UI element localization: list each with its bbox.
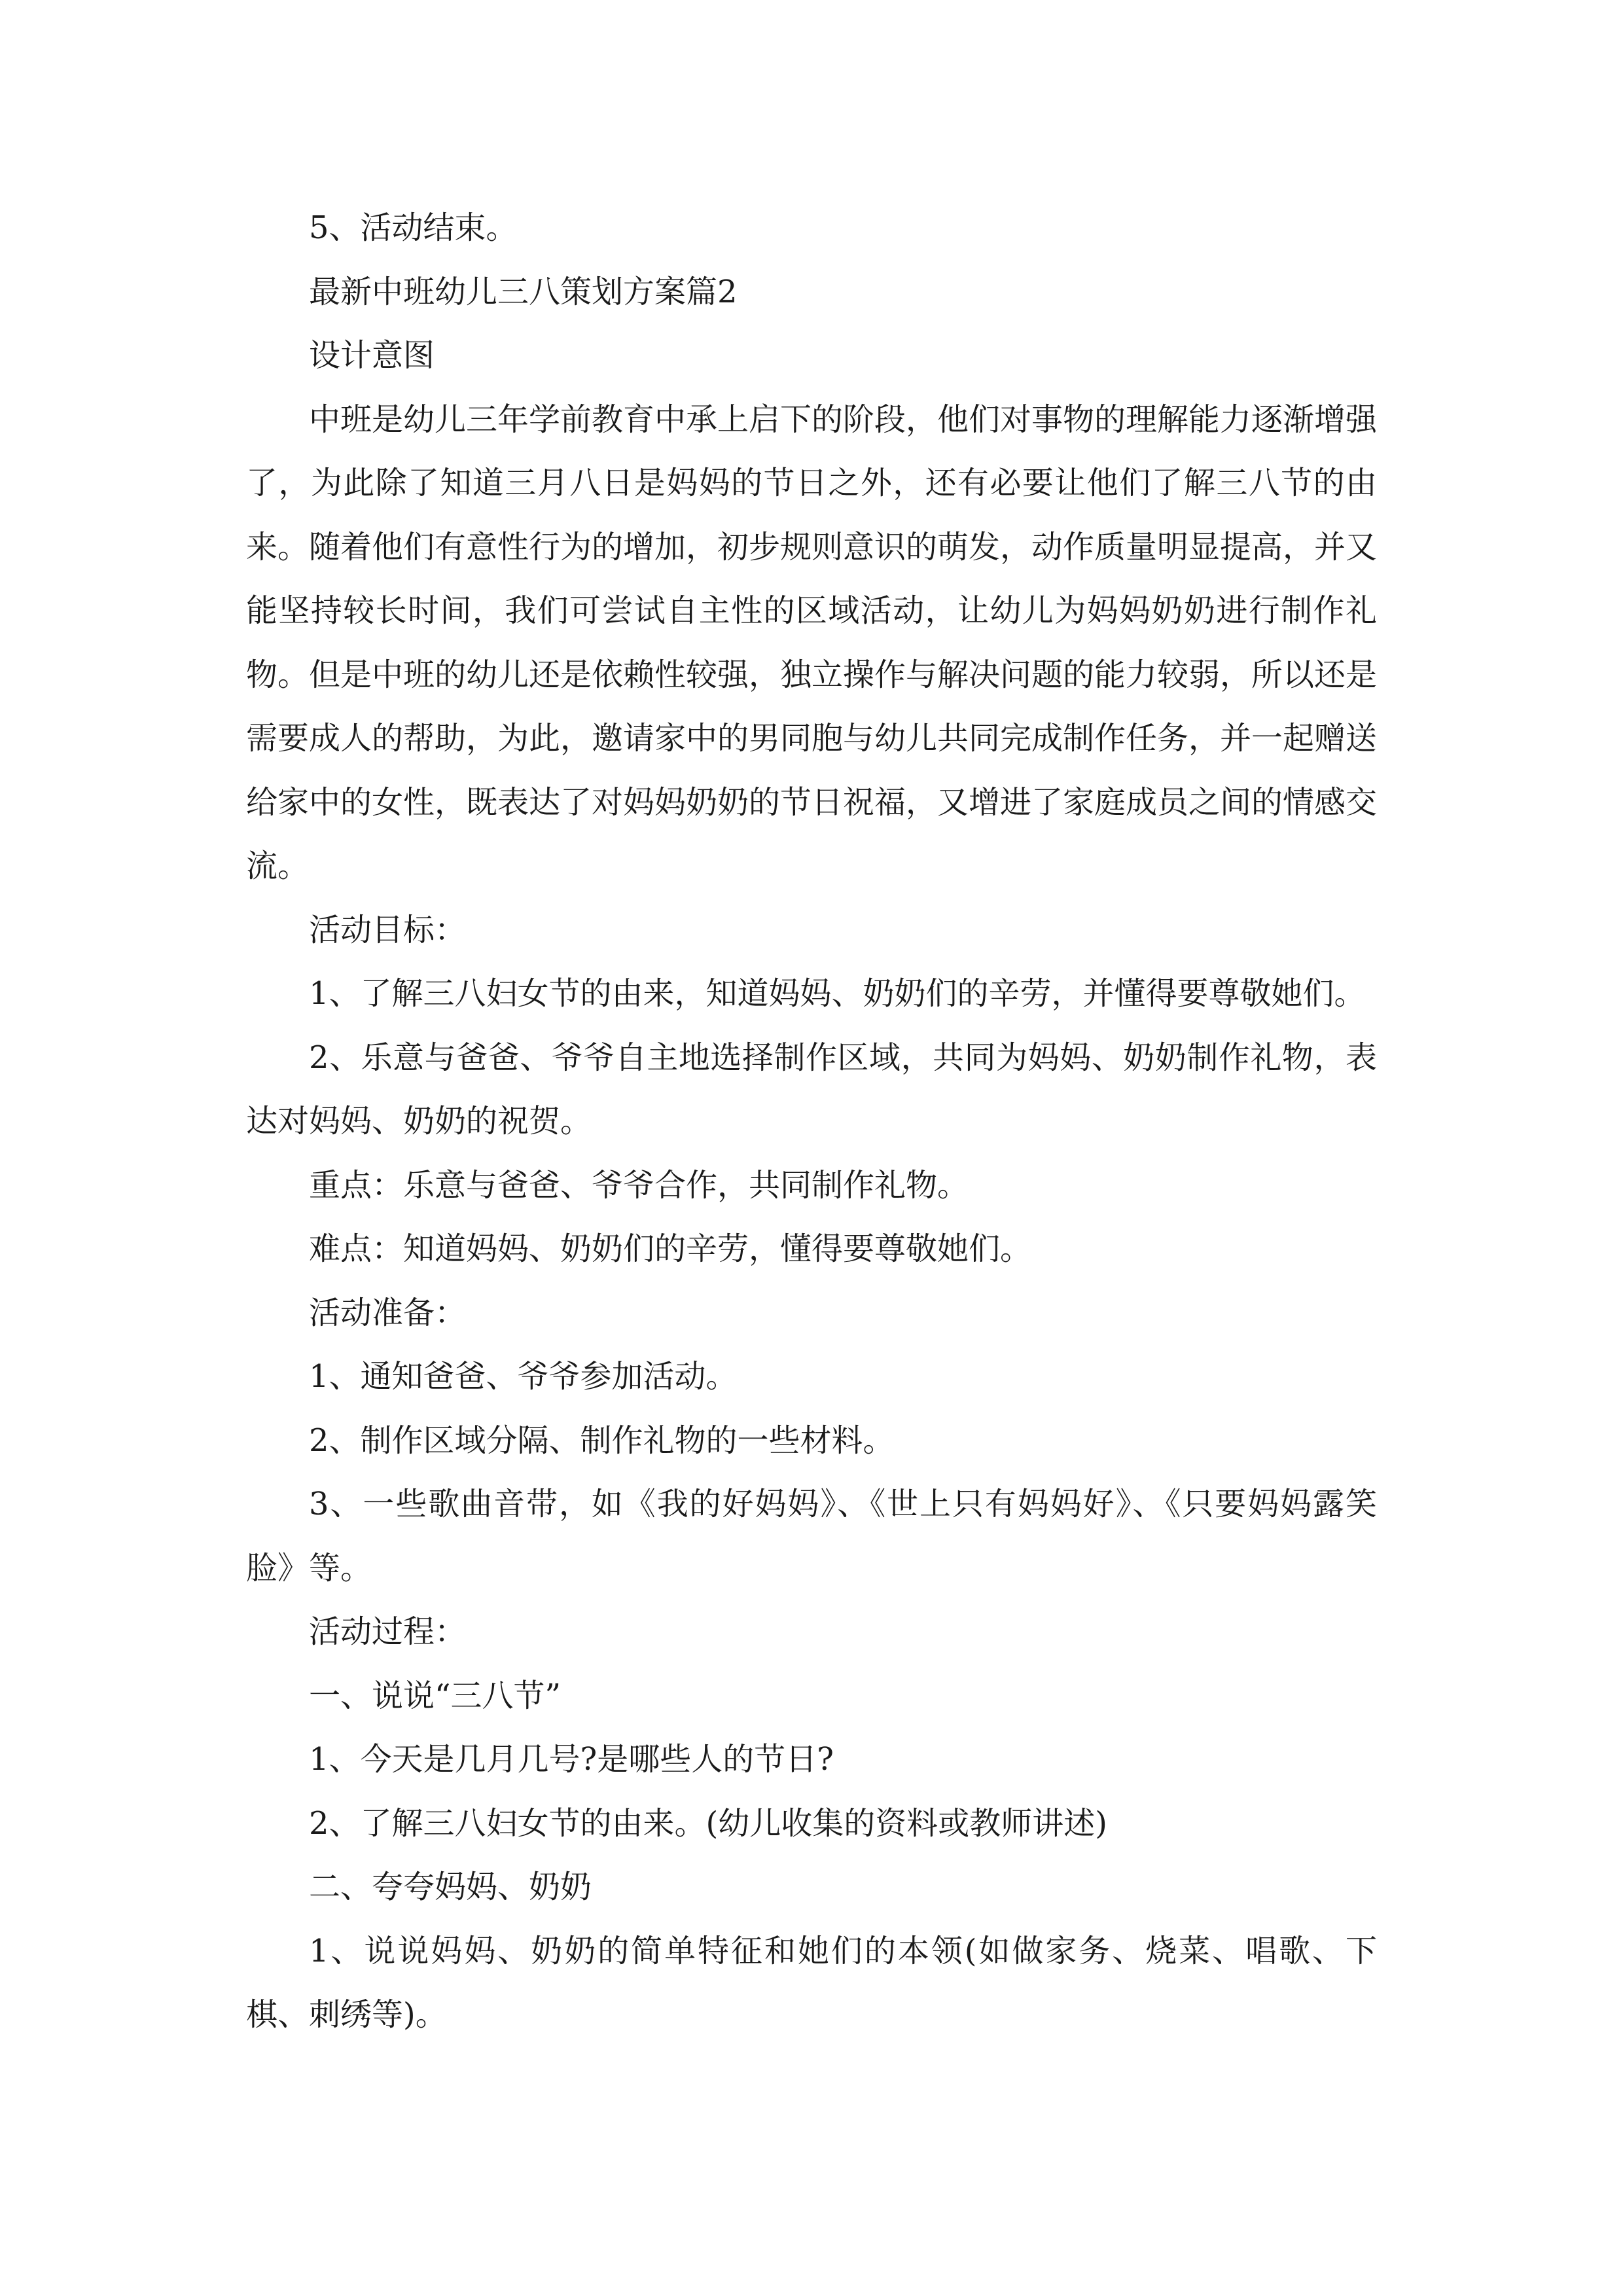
goal-item-1: 1、了解三八妇女节的由来，知道妈妈、奶奶们的辛劳，并懂得要尊敬她们。 bbox=[309, 975, 1366, 1012]
text-activity-end: 5、活动结束。 bbox=[309, 209, 518, 246]
process-item-2-1: 1、说说妈妈、奶奶的简单特征和她们的本领(如做家务、烧菜、唱歌、下棋、刺绣等)。 bbox=[246, 1932, 1377, 2033]
paragraph-design-intent: 中班是幼儿三年学前教育中承上启下的阶段，他们对事物的理解能力逐渐增强了，为此除了知道三月八日是妈妈的节日之外，还有必要让他们了解三八节的由来。随着他们有意性行为的增加，初步规则意识的萌发，动作质量明显提高，并又能坚持较长时间，我们可尝试自主性的区域活动，让幼儿为妈妈奶奶进行制作礼物。但是中班的幼儿还是依赖性较强，独立操作与解决问题的能力较弱，所以还是需要成人的帮助，为此，邀请家中的男同胞与幼儿共同完成制作任务，并一起赠送给家中的女性，既表达了对妈妈奶奶的节日祝福，又增进了家庭成员之间的情感交流。 bbox=[246, 401, 1378, 884]
process-part-1: 一、说说“三八节” bbox=[309, 1677, 562, 1714]
heading-activity-prep: 活动准备： bbox=[309, 1294, 467, 1331]
process-part-2: 二、夸夸妈妈、奶奶 bbox=[309, 1869, 592, 1905]
heading-design-intent: 设计意图 bbox=[309, 337, 435, 374]
heading-activity-goals: 活动目标： bbox=[309, 911, 467, 948]
prep-item-3: 3、一些歌曲音带，如《我的好妈妈》、《世上只有妈妈好》、《只要妈妈露笑脸》等。 bbox=[246, 1486, 1377, 1587]
prep-item-1: 1、通知爸爸、爷爷参加活动。 bbox=[309, 1358, 738, 1395]
difficult-point: 难点：知道妈妈、奶奶们的辛劳，懂得要尊敬她们。 bbox=[309, 1230, 1032, 1267]
process-item-1-2: 2、了解三八妇女节的由来。(幼儿收集的资料或教师讲述) bbox=[309, 1804, 1107, 1842]
key-point: 重点：乐意与爸爸、爷爷合作，共同制作礼物。 bbox=[309, 1166, 969, 1204]
section-title: 最新中班幼儿三八策划方案篇2 bbox=[309, 273, 738, 310]
heading-activity-process: 活动过程： bbox=[309, 1613, 467, 1650]
prep-item-2: 2、制作区域分隔、制作礼物的一些材料。 bbox=[309, 1422, 895, 1459]
process-item-1-1: 1、今天是几月几号?是哪些人的节日? bbox=[309, 1741, 834, 1778]
document-page bbox=[246, 196, 1377, 2047]
goal-item-2: 2、乐意与爸爸、爷爷自主地选择制作区域，共同为妈妈、奶奶制作礼物，表达对妈妈、奶奶的祝贺。 bbox=[246, 1039, 1377, 1139]
